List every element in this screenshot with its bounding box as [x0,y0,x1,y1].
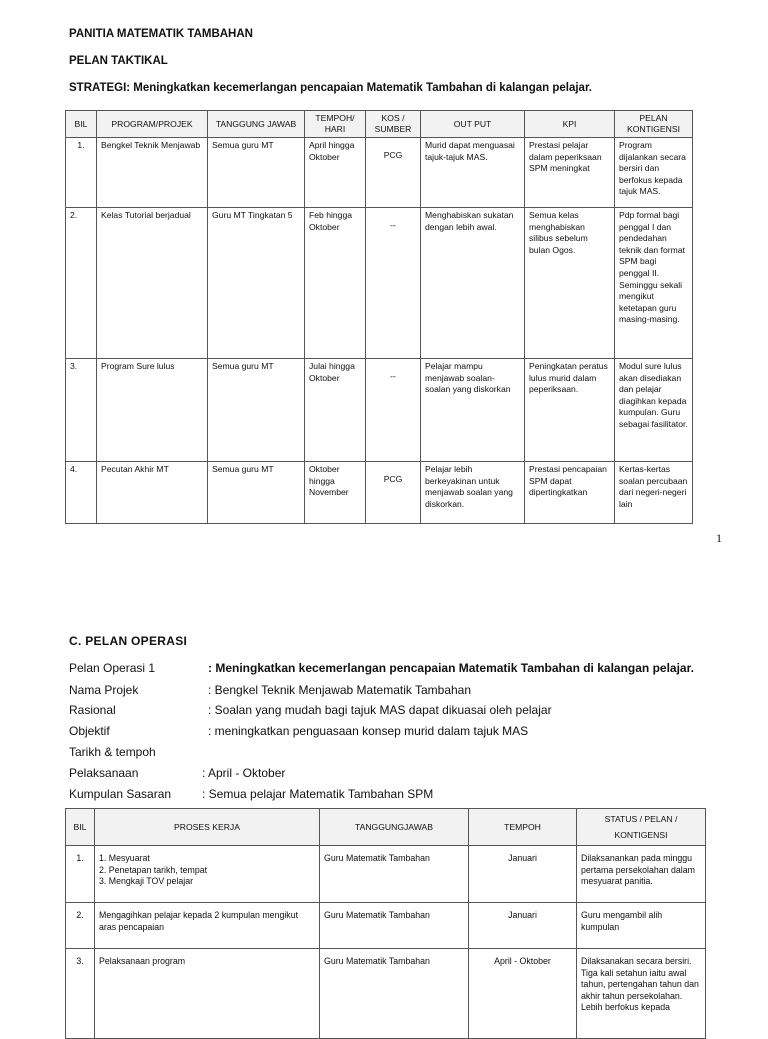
col-header-bil: BIL [66,111,97,138]
col-header-responsibility: TANGGUNGJAWAB [320,809,469,846]
cell-period: Januari [469,846,577,903]
cell-program: Pecutan Akhir MT [97,462,208,524]
process-step: 1. Mesyuarat [99,853,150,863]
table-row [66,462,693,524]
cell-process [95,949,320,1039]
table-header-row [66,809,706,846]
cell-process [95,846,320,903]
table-row [66,903,706,949]
cell-kpi: Prestasi pencapaian SPM dapat dipertingkatkan [525,462,615,524]
strategy-heading: STRATEGI: Meningkatkan kecemerlangan pencapaian Matematik Tambahan di kalangan pelajar. [69,82,592,94]
field-label: Pelaksanaan [69,766,139,780]
field-value: : Soalan yang mudah bagi tajuk MAS dapat dikuasai oleh pelajar [208,703,552,717]
field-value: : Bengkel Teknik Menjawab Matematik Tambahan [208,683,472,697]
field-value: : meningkatkan penguasaan konsep murid dalam tajuk MAS [208,724,529,738]
committee-title: PANITIA MATEMATIK TAMBAHAN [69,28,253,40]
cell-output: Murid dapat menguasai tajuk-tajuk MAS. [421,138,525,208]
field-label: Objektif [69,724,110,738]
col-header-kpi: KPI [525,111,615,138]
process-step: Mengagihkan pelajar kepada 2 kumpulan mengikut aras pencapaian [99,910,299,932]
cell-program: Program Sure lulus [97,359,208,462]
cell-bil: 1. [66,846,95,903]
field-value: : Semua pelajar Matematik Tambahan SPM [202,787,434,801]
cell-contingency: Pdp formal bagi penggal I dan pendedahan teknik dan format SPM bagi penggal II. Seminggu sekali mengikut ketetapan guru masing-masing. [615,208,693,359]
tactical-plan-table [65,110,693,524]
cell-kpi: Peningkatan peratus lulus murid dalam peperiksaan. [525,359,615,462]
cell-output: Pelajar lebih berkeyakinan untuk menjawab soalan yang diskorkan. [421,462,525,524]
cell-program: Bengkel Teknik Menjawab [97,138,208,208]
cell-bil: 3. [66,949,95,1039]
table-row [66,208,693,359]
col-header-cost: KOS / SUMBER [366,111,421,138]
col-header-period: TEMPOH [469,809,577,846]
field-label: Nama Projek [69,683,139,697]
col-header-program: PROGRAM/PROJEK [97,111,208,138]
cell-kpi: Semua kelas menghabiskan silibus sebelum bulan Ogos. [525,208,615,359]
cell-contingency: Modul sure lulus akan disediakan dan pelajar diagihkan kepada kumpulan. Guru sebagai fasilitator. [615,359,693,462]
field-value: : Meningkatkan kecemerlangan pencapaian Matematik Tambahan di kalangan pelajar. [208,661,694,675]
table-row [66,949,706,1039]
field-value: : April - Oktober [202,766,286,780]
cell-cost: PCG [366,138,421,208]
cell-responsibility: Semua guru MT [208,138,305,208]
table-header-row [66,111,693,138]
field-label: Pelan Operasi 1 [69,661,156,675]
process-step: Pelaksanaan program [99,956,186,966]
cell-period: April hingga Oktober [305,138,366,208]
col-header-output: OUT PUT [421,111,525,138]
cell-bil: 1. [66,138,97,208]
table-row [66,359,693,462]
cell-period: Januari [469,903,577,949]
process-table [65,808,706,1039]
process-step: 3. Mengkaji TOV pelajar [99,876,194,886]
col-header-status: STATUS / PELAN / KONTIGENSI [577,809,706,846]
col-header-responsibility: TANGGUNG JAWAB [208,111,305,138]
cell-responsibility: Guru Matematik Tambahan [320,846,469,903]
cell-responsibility: Semua guru MT [208,359,305,462]
cell-period: Feb hingga Oktober [305,208,366,359]
cell-contingency: Program dijalankan secara bersiri dan berfokus kepada tajuk MAS. [615,138,693,208]
cell-responsibility: Guru Matematik Tambahan [320,949,469,1039]
cell-program: Kelas Tutorial berjadual [97,208,208,359]
cell-contingency: Kertas-kertas soalan percubaan dari negeri-negeri lain [615,462,693,524]
process-step: 2. Penetapan tarikh, tempat [99,864,208,875]
cell-bil: 3. [66,359,97,462]
cell-status: Dilaksanakan secara bersiri. Tiga kali setahun iaitu awal tahun, pertengahan tahun dan akhir tahun persekolahan. Lebih berfokus kepada [577,949,706,1039]
cell-status: Dilaksanankan pada minggu pertama persekolahan dalam mesyuarat panitia. [577,846,706,903]
cell-kpi: Prestasi pelajar dalam peperiksaan SPM meningkat [525,138,615,208]
cell-cost: -- [366,359,421,462]
table-row [66,846,706,903]
cell-bil: 4. [66,462,97,524]
cell-output: Pelajar mampu menjawab soalan-soalan yang diskorkan [421,359,525,462]
cell-cost: -- [366,208,421,359]
cell-output: Menghabiskan sukatan dengan lebih awal. [421,208,525,359]
col-header-contingency: PELAN KONTIGENSI [615,111,693,138]
plan-title: PELAN TAKTIKAL [69,55,168,67]
cell-bil: 2. [66,208,97,359]
col-header-bil: BIL [66,809,95,846]
cell-cost: PCG [366,462,421,524]
cell-responsibility: Semua guru MT [208,462,305,524]
field-label: Tarikh & tempoh [69,745,156,759]
table-row [66,138,693,208]
cell-period: April - Oktober [469,949,577,1039]
cell-period: Oktober hingga November [305,462,366,524]
cell-period: Julai hingga Oktober [305,359,366,462]
page-number: 1 [716,531,722,545]
col-header-period: TEMPOH/ HARI [305,111,366,138]
cell-responsibility: Guru MT Tingkatan 5 [208,208,305,359]
cell-responsibility: Guru Matematik Tambahan [320,903,469,949]
field-label: Rasional [69,703,116,717]
field-label: Kumpulan Sasaran [69,787,172,801]
col-header-process: PROSES KERJA [95,809,320,846]
cell-process [95,903,320,949]
cell-status: Guru mengambil alih kumpulan [577,903,706,949]
cell-bil: 2. [66,903,95,949]
section-title: C. PELAN OPERASI [69,634,188,648]
